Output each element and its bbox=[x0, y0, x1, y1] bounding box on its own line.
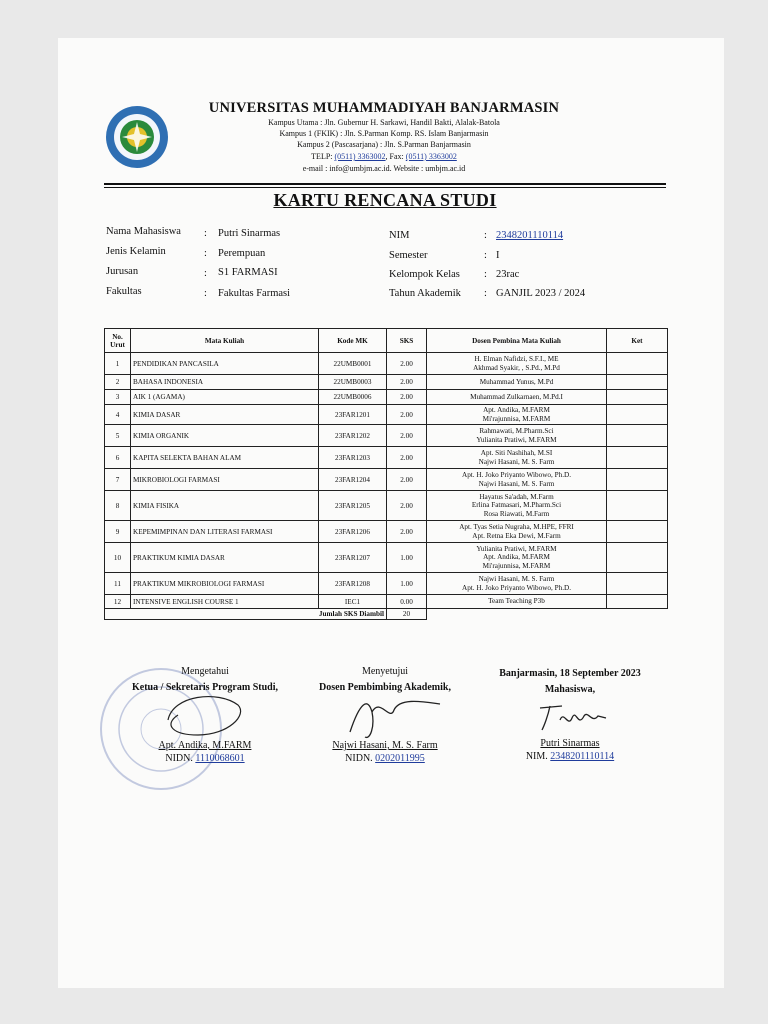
contact-email-line: e-mail : info@umbjm.ac.id. Website : umbjm.ac.id bbox=[302, 164, 466, 173]
signature-left-icon bbox=[148, 690, 258, 740]
lecturer-name: Apt. Siti Nashihah, M.SI bbox=[480, 449, 553, 457]
row-number: 3 bbox=[105, 390, 131, 405]
course-sks: 2.00 bbox=[387, 447, 427, 469]
colon: : bbox=[204, 228, 207, 239]
lecturer-name: Najwi Hasani, M. S. Farm bbox=[478, 479, 555, 488]
table-header-row bbox=[105, 329, 668, 353]
signature-right-name-block bbox=[480, 738, 660, 762]
course-code: 22UMB0001 bbox=[319, 353, 387, 375]
col-header-no: No. Urut bbox=[105, 329, 131, 353]
document-title: KARTU RENCANA STUDI bbox=[273, 190, 497, 210]
ketua-prodi-nidn[interactable]: 1110068601 bbox=[195, 753, 245, 764]
course-note bbox=[607, 521, 668, 543]
total-row bbox=[105, 609, 668, 620]
course-name: MIKROBIOLOGI FARMASI bbox=[131, 469, 319, 491]
row-number: 6 bbox=[105, 447, 131, 469]
course-code: 23FAR1202 bbox=[319, 425, 387, 447]
header-rule bbox=[104, 183, 666, 185]
course-code: 23FAR1201 bbox=[319, 405, 387, 425]
lecturer-cell bbox=[427, 469, 607, 491]
row-number: 11 bbox=[105, 573, 131, 595]
university-name: UNIVERSITAS MUHAMMADIYAH BANJARMASIN bbox=[208, 100, 560, 116]
lecturer-cell bbox=[427, 595, 607, 609]
kelompok-kelas-label: Kelompok Kelas bbox=[389, 269, 460, 280]
signature-right bbox=[480, 668, 660, 695]
course-code: 22UMB0006 bbox=[319, 390, 387, 405]
lecturer-cell bbox=[427, 447, 607, 469]
address-campus-2: Kampus 2 (Pascasarjana) : Jln. S.Parman Banjarmasin bbox=[297, 140, 471, 149]
lecturer-name: Mi'rajunnisa, M.FARM bbox=[482, 561, 551, 570]
lecturer-cell bbox=[427, 375, 607, 390]
course-sks: 2.00 bbox=[387, 425, 427, 447]
tahun-akademik-value: GANJIL 2023 / 2024 bbox=[496, 288, 586, 299]
lecturer-name: Najwi Hasani, M. S. Farm bbox=[478, 575, 555, 583]
semester-label: Semester bbox=[389, 250, 428, 261]
row-number: 1 bbox=[105, 353, 131, 375]
course-name: PRAKTIKUM MIKROBIOLOGI FARMASI bbox=[131, 573, 319, 595]
course-name: KIMIA FISIKA bbox=[131, 491, 319, 521]
table-row bbox=[105, 425, 668, 447]
col-header-dosen: Dosen Pembina Mata Kuliah bbox=[427, 329, 607, 353]
row-number: 2 bbox=[105, 375, 131, 390]
lecturer-name: Hayatus Sa'adah, M.Farm bbox=[479, 492, 554, 501]
lecturer-name: Muhammad Zulkarnaen, M.Pd.I bbox=[470, 392, 563, 401]
nidn-label: NIDN. bbox=[345, 753, 376, 764]
course-table bbox=[104, 328, 668, 620]
colon: : bbox=[484, 250, 487, 261]
lecturer-name: Mi'rajunnisa, M.FARM bbox=[482, 414, 551, 423]
course-note bbox=[607, 595, 668, 609]
telp-link[interactable]: (0511) 3363002 bbox=[334, 152, 386, 161]
telp-label: TELP: bbox=[311, 152, 335, 161]
mahasiswa-label: Mahasiswa, bbox=[544, 684, 596, 695]
signature-left bbox=[120, 666, 290, 693]
course-code: 23FAR1205 bbox=[319, 491, 387, 521]
course-sks: 2.00 bbox=[387, 375, 427, 390]
row-number: 9 bbox=[105, 521, 131, 543]
colon: : bbox=[204, 268, 207, 279]
table-row bbox=[105, 521, 668, 543]
course-note bbox=[607, 543, 668, 573]
fax-label: , Fax: bbox=[385, 152, 406, 161]
fakultas-label: Fakultas bbox=[106, 286, 142, 297]
course-name: AIK 1 (AGAMA) bbox=[131, 390, 319, 405]
colon: : bbox=[484, 288, 487, 299]
lecturer-name: Apt. Andika, M.FARM bbox=[483, 553, 550, 562]
course-code: 23FAR1208 bbox=[319, 573, 387, 595]
course-sks: 2.00 bbox=[387, 405, 427, 425]
tahun-akademik-label: Tahun Akademik bbox=[389, 288, 461, 299]
table-row bbox=[105, 405, 668, 425]
address-main-campus: Kampus Utama : Jln. Gubernur H. Sarkawi, Handil Bakti, Alalak-Batola bbox=[268, 118, 500, 127]
header-rule-thin bbox=[104, 187, 666, 188]
course-name: BAHASA INDONESIA bbox=[131, 375, 319, 390]
nim-value[interactable]: 2348201110114 bbox=[496, 230, 564, 241]
total-sks: 20 bbox=[387, 609, 427, 620]
col-header-kode-mk: Kode MK bbox=[319, 329, 387, 353]
table-row bbox=[105, 447, 668, 469]
table-row bbox=[105, 469, 668, 491]
jenis-kelamin-value: Perempuan bbox=[218, 248, 266, 259]
lecturer-name: Muhammad Yunus, M.Pd bbox=[479, 377, 554, 386]
mahasiswa-name: Putri Sinarmas bbox=[540, 738, 600, 749]
row-number: 5 bbox=[105, 425, 131, 447]
course-sks: 2.00 bbox=[387, 469, 427, 491]
course-note bbox=[607, 390, 668, 405]
table-row bbox=[105, 573, 668, 595]
lecturer-name: Najwi Hasani, M. S. Farm bbox=[478, 457, 555, 466]
lecturer-name: Apt. Retna Eka Dewi, M.Farm bbox=[472, 531, 561, 540]
mengetahui-label: Mengetahui bbox=[181, 666, 229, 677]
course-name: KIMIA ORGANIK bbox=[131, 425, 319, 447]
lecturer-name: Apt. H. Joko Priyanto Wibowo, Ph.D. bbox=[462, 471, 571, 479]
row-number: 12 bbox=[105, 595, 131, 609]
lecturer-name: Yulianita Pratiwi, M.FARM bbox=[476, 435, 557, 444]
colon: : bbox=[484, 230, 487, 241]
colon: : bbox=[204, 288, 207, 299]
lecturer-name: Akhmad Syakir, , S.Pd., M.Pd bbox=[473, 363, 560, 372]
mahasiswa-nim[interactable]: 2348201110114 bbox=[550, 751, 615, 762]
course-note bbox=[607, 469, 668, 491]
lecturer-cell bbox=[427, 405, 607, 425]
lecturer-name: Erlina Fatmasari, M.Pharm.Sci bbox=[471, 501, 562, 510]
col-header-mata-kuliah: Mata Kuliah bbox=[131, 329, 319, 353]
address-campus-1: Kampus 1 (FKIK) : Jln. S.Parman Komp. RS. Islam Banjarmasin bbox=[279, 129, 489, 138]
fakultas-value: Fakultas Farmasi bbox=[218, 288, 291, 299]
course-code: 23FAR1203 bbox=[319, 447, 387, 469]
course-name: KIMIA DASAR bbox=[131, 405, 319, 425]
jurusan-label: Jurusan bbox=[106, 266, 139, 277]
colon: : bbox=[484, 269, 487, 280]
dosen-pa-nidn[interactable]: 0202011995 bbox=[375, 753, 425, 764]
row-number: 4 bbox=[105, 405, 131, 425]
contact-phone-line bbox=[184, 152, 584, 162]
signature-left-name-block bbox=[120, 740, 290, 764]
table-row bbox=[105, 491, 668, 521]
col-header-sks: SKS bbox=[387, 329, 427, 353]
row-number: 10 bbox=[105, 543, 131, 573]
lecturer-cell bbox=[427, 425, 607, 447]
course-name: INTENSIVE ENGLISH COURSE 1 bbox=[131, 595, 319, 609]
lecturer-cell bbox=[427, 491, 607, 521]
course-sks: 0.00 bbox=[387, 595, 427, 609]
nama-label: Nama Mahasiswa bbox=[106, 226, 181, 237]
course-code: 23FAR1206 bbox=[319, 521, 387, 543]
course-note bbox=[607, 375, 668, 390]
lecturer-name: Apt. Andika, M.FARM bbox=[483, 406, 550, 414]
nama-value: Putri Sinarmas bbox=[218, 228, 281, 239]
lecturer-name: Rahmawati, M.Pharm.Sci bbox=[479, 427, 554, 435]
total-label: Jumlah SKS Diambil bbox=[105, 609, 387, 620]
row-number: 8 bbox=[105, 491, 131, 521]
course-name: KAPITA SELEKTA BAHAN ALAM bbox=[131, 447, 319, 469]
lecturer-name: Rosa Riawati, M.Farm bbox=[483, 509, 550, 518]
signature-middle-name-block bbox=[300, 740, 470, 764]
course-code: IEC1 bbox=[319, 595, 387, 609]
menyetujui-label: Menyetujui bbox=[361, 666, 409, 677]
fax-link[interactable]: (0511) 3363002 bbox=[405, 152, 457, 161]
course-table-body bbox=[105, 353, 668, 609]
dosen-pa-name: Najwi Hasani, M. S. Farm bbox=[332, 740, 438, 751]
row-number: 7 bbox=[105, 469, 131, 491]
signature-middle-icon bbox=[330, 692, 450, 744]
lecturer-name: Apt. H. Joko Priyanto Wibowo, Ph.D. bbox=[462, 583, 571, 592]
col-header-ket: Ket bbox=[607, 329, 668, 353]
ketua-prodi-label: Ketua / Sekretaris Program Studi, bbox=[131, 682, 278, 693]
lecturer-cell bbox=[427, 390, 607, 405]
course-name: KEPEMIMPINAN DAN LITERASI FARMASI bbox=[131, 521, 319, 543]
nim-label: NIM. bbox=[525, 751, 551, 762]
kelompok-kelas-value: 23rac bbox=[496, 269, 520, 280]
course-name: PRAKTIKUM KIMIA DASAR bbox=[131, 543, 319, 573]
lecturer-name: Apt. Tyas Setia Nugraha, M.HPE, FFRI bbox=[459, 523, 574, 531]
semester-value: I bbox=[496, 250, 500, 261]
table-row bbox=[105, 595, 668, 609]
lecturer-cell bbox=[427, 573, 607, 595]
course-sks: 2.00 bbox=[387, 390, 427, 405]
course-note bbox=[607, 405, 668, 425]
place-date: Banjarmasin, 18 September 2023 bbox=[499, 668, 641, 679]
course-code: 23FAR1207 bbox=[319, 543, 387, 573]
course-note bbox=[607, 491, 668, 521]
course-sks: 2.00 bbox=[387, 521, 427, 543]
jenis-kelamin-label: Jenis Kelamin bbox=[106, 246, 166, 257]
university-logo-icon bbox=[104, 104, 170, 170]
lecturer-cell bbox=[427, 521, 607, 543]
lecturer-name: H. Elman Nafidzi, S.F.I., ME bbox=[474, 355, 559, 363]
table-row bbox=[105, 375, 668, 390]
table-row bbox=[105, 353, 668, 375]
table-row bbox=[105, 543, 668, 573]
signature-right-icon bbox=[532, 698, 612, 734]
signature-middle bbox=[300, 666, 470, 693]
colon: : bbox=[204, 248, 207, 259]
ketua-prodi-name: Apt. Andika, M.FARM bbox=[158, 740, 252, 751]
nidn-label: NIDN. bbox=[165, 753, 196, 764]
course-note bbox=[607, 573, 668, 595]
course-note bbox=[607, 425, 668, 447]
lecturer-name: Team Teaching P3b bbox=[488, 597, 545, 606]
course-note bbox=[607, 353, 668, 375]
course-code: 22UMB0003 bbox=[319, 375, 387, 390]
dosen-pa-label: Dosen Pembimbing Akademik, bbox=[319, 682, 451, 693]
course-sks: 1.00 bbox=[387, 543, 427, 573]
course-name: PENDIDIKAN PANCASILA bbox=[131, 353, 319, 375]
course-code: 23FAR1204 bbox=[319, 469, 387, 491]
jurusan-value: S1 FARMASI bbox=[218, 267, 278, 278]
lecturer-cell bbox=[427, 353, 607, 375]
course-sks: 2.00 bbox=[387, 353, 427, 375]
lecturer-cell bbox=[427, 543, 607, 573]
course-sks: 1.00 bbox=[387, 573, 427, 595]
course-note bbox=[607, 447, 668, 469]
course-sks: 2.00 bbox=[387, 491, 427, 521]
table-row bbox=[105, 390, 668, 405]
nim-label: NIM bbox=[389, 230, 410, 241]
lecturer-name: Yulianita Pratiwi, M.FARM bbox=[476, 544, 557, 553]
